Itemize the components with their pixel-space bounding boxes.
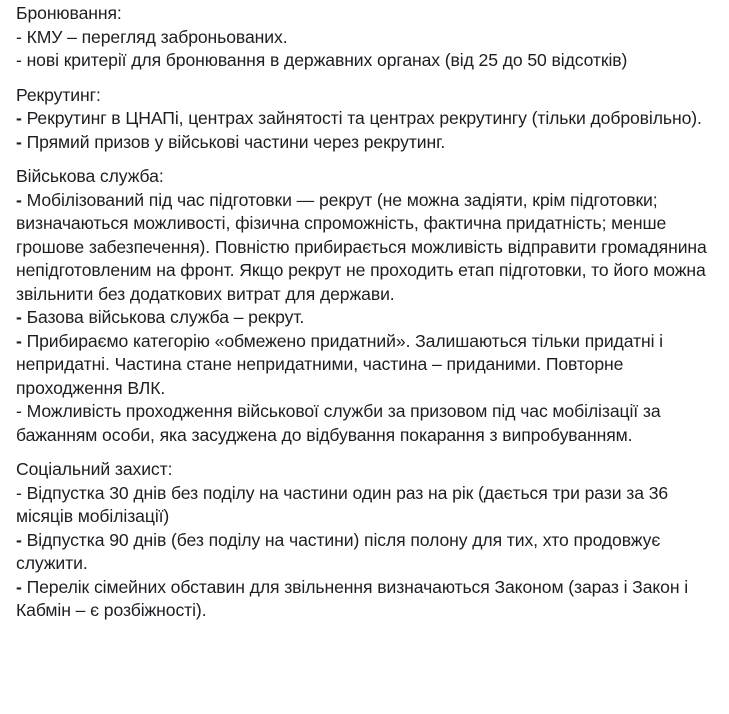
- list-item: [16, 49, 726, 73]
- list-item: [16, 482, 726, 529]
- dash-marker: -: [16, 330, 27, 351]
- list-item-text: Мобілізований під час підготовки — рекрут (не можна задіяти, крім підготовки; визначаються можливості, фізична спроможність, фактична придатність; менше грошове забезпечення). Повністю прибирається можливість відправити громадянина непідготовленим на фронт. Якщо рекрут не проходить етап підготовки, то його можна звільнити без додаткових витрат для держави.: [16, 189, 707, 304]
- list-item: [16, 529, 726, 576]
- list-item-text: Перелік сімейних обставин для звільнення визначаються Законом (зараз і Закон і Кабмін – є розбіжності).: [16, 576, 689, 620]
- list-item: [16, 107, 726, 131]
- section-recruiting: [16, 84, 726, 155]
- list-item-text: Рекрутинг в ЦНАПі, центрах зайнятості та центрах рекрутингу (тільки добровільно).: [26, 108, 702, 128]
- dash-marker: -: [16, 189, 27, 210]
- dash-marker: -: [16, 108, 27, 128]
- dash-marker: -: [16, 482, 27, 503]
- list-item: [16, 306, 726, 330]
- dash-marker: -: [16, 576, 27, 597]
- list-item: [16, 400, 726, 447]
- dash-marker: -: [16, 401, 27, 421]
- dash-marker: -: [16, 26, 27, 47]
- list-item: [16, 576, 726, 623]
- list-item-text: Базова військова служба – рекрут.: [26, 307, 305, 327]
- list-item: [16, 26, 726, 50]
- post-text: [16, 2, 726, 634]
- list-item-text: КМУ – перегляд заброньованих.: [26, 26, 288, 47]
- section-social-protection: [16, 458, 726, 623]
- section-heading: Бронювання:: [16, 3, 122, 23]
- list-item-text: Можливість проходження військової служби за призовом під час мобілізації за бажанням особи, яка засуджена до відбування покарання з випробуванням.: [16, 401, 661, 445]
- section-heading: Військова служба:: [16, 166, 164, 186]
- list-item-text: Прибираємо категорію «обмежено придатний». Залишаються тільки придатні і непридатні. Частина стане непридатними, частина – приданими. Повторне проходження ВЛК.: [16, 330, 663, 398]
- list-item-text: нові критерії для бронювання в державних органах (від 25 до 50 відсотків): [26, 50, 628, 70]
- section-reservation: [16, 2, 726, 73]
- list-item: [16, 189, 726, 307]
- list-item-text: Відпустка 30 днів без поділу на частини один раз на рік (дається три рази за 36 місяців мобілізації): [16, 482, 669, 526]
- list-item: [16, 131, 726, 155]
- dash-marker: -: [16, 307, 27, 327]
- list-item-text: Відпустка 90 днів (без поділу на частини) після полону для тих, хто продовжує служити.: [16, 529, 661, 573]
- list-item-text: Прямий призов у військові частини через рекрутинг.: [26, 131, 446, 152]
- section-military-service: [16, 165, 726, 447]
- section-heading: Соціальний захист:: [16, 459, 173, 479]
- dash-marker: -: [16, 50, 27, 70]
- list-item: [16, 330, 726, 401]
- dash-marker: -: [16, 529, 27, 550]
- dash-marker: -: [16, 131, 27, 152]
- section-heading: Рекрутинг:: [16, 84, 101, 105]
